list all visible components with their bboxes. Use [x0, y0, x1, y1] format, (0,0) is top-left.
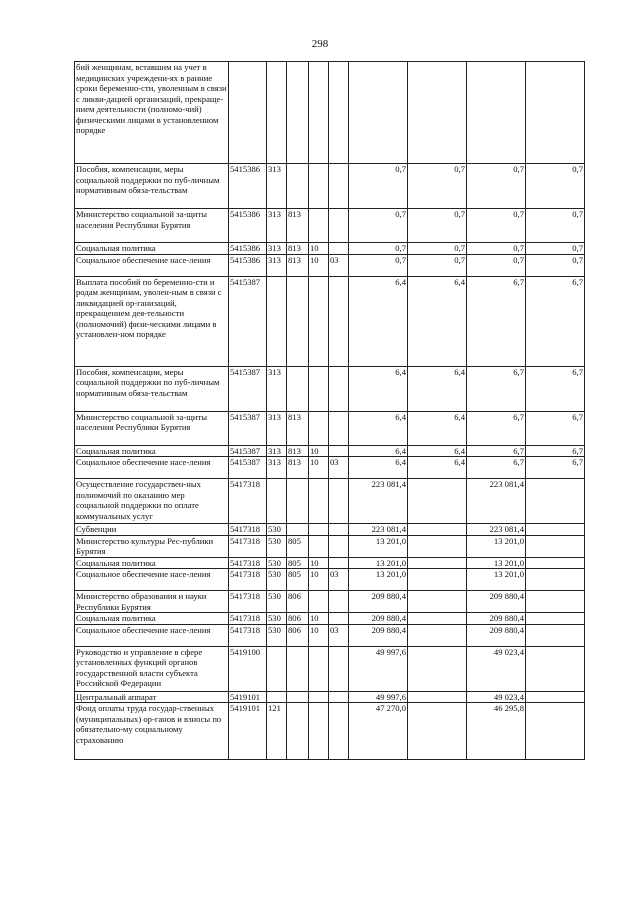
amount-cell-4 [526, 646, 585, 691]
amount-cell-3: 0,7 [467, 164, 526, 209]
section-code-cell: 10 [309, 445, 329, 457]
target-article-code-cell: 5415386 [229, 254, 267, 276]
table-row [75, 366, 585, 411]
amount-cell-3: 13 201,0 [467, 569, 526, 591]
row-name-cell: Министерство социальной за-щиты населения Республики Бурятия [75, 411, 229, 445]
amount-cell-3: 6,7 [467, 445, 526, 457]
amount-cell-4 [526, 703, 585, 760]
amount-cell-4 [526, 613, 585, 625]
ministry-code-cell: 813 [287, 457, 309, 479]
table-row [75, 646, 585, 691]
row-name-cell: Министерство культуры Рес-публики Бурятия [75, 535, 229, 557]
amount-cell-1: 6,4 [349, 411, 408, 445]
table-row [75, 276, 585, 366]
amount-cell-4 [526, 524, 585, 536]
amount-cell-1: 0,7 [349, 254, 408, 276]
target-article-code-cell: 5417318 [229, 624, 267, 646]
section-code-cell: 10 [309, 613, 329, 625]
amount-cell-2: 6,4 [408, 366, 467, 411]
expense-type-code-cell: 313 [267, 411, 287, 445]
expense-type-code-cell: 313 [267, 243, 287, 255]
expense-type-code-cell: 530 [267, 624, 287, 646]
section-code-cell [309, 479, 329, 524]
section-code-cell [309, 591, 329, 613]
table-row [75, 703, 585, 760]
row-name-cell: Пособия, компенсации, меры социальной поддержки по пуб-личным нормативным обяза-тельствам [75, 164, 229, 209]
amount-cell-1: 49 997,6 [349, 691, 408, 703]
amount-cell-2 [408, 691, 467, 703]
amount-cell-3: 209 880,4 [467, 591, 526, 613]
amount-cell-3: 223 081,4 [467, 524, 526, 536]
subsection-code-cell [329, 646, 349, 691]
ministry-code-cell: 806 [287, 613, 309, 625]
expense-type-code-cell [267, 276, 287, 366]
expense-type-code-cell: 121 [267, 703, 287, 760]
subsection-code-cell: 03 [329, 457, 349, 479]
amount-cell-2 [408, 624, 467, 646]
target-article-code-cell: 5415387 [229, 411, 267, 445]
section-code-cell: 10 [309, 457, 329, 479]
amount-cell-1: 0,7 [349, 243, 408, 255]
target-article-code-cell: 5415387 [229, 457, 267, 479]
amount-cell-1: 209 880,4 [349, 613, 408, 625]
table-row [75, 524, 585, 536]
section-code-cell [309, 164, 329, 209]
amount-cell-1: 6,4 [349, 457, 408, 479]
amount-cell-3: 0,7 [467, 209, 526, 243]
ministry-code-cell: 805 [287, 569, 309, 591]
section-code-cell: 10 [309, 243, 329, 255]
subsection-code-cell [329, 62, 349, 164]
subsection-code-cell [329, 209, 349, 243]
amount-cell-4 [526, 479, 585, 524]
table-row [75, 613, 585, 625]
amount-cell-4: 6,7 [526, 366, 585, 411]
subsection-code-cell: 03 [329, 569, 349, 591]
ministry-code-cell [287, 691, 309, 703]
amount-cell-1: 6,4 [349, 445, 408, 457]
amount-cell-2: 6,4 [408, 457, 467, 479]
subsection-code-cell [329, 557, 349, 569]
expense-type-code-cell [267, 691, 287, 703]
ministry-code-cell: 805 [287, 557, 309, 569]
amount-cell-2 [408, 703, 467, 760]
table-row [75, 445, 585, 457]
amount-cell-4 [526, 62, 585, 164]
subsection-code-cell [329, 691, 349, 703]
table-row [75, 624, 585, 646]
amount-cell-1: 0,7 [349, 209, 408, 243]
section-code-cell [309, 411, 329, 445]
expense-type-code-cell: 530 [267, 613, 287, 625]
ministry-code-cell [287, 524, 309, 536]
ministry-code-cell [287, 62, 309, 164]
section-code-cell [309, 276, 329, 366]
amount-cell-3: 49 023,4 [467, 691, 526, 703]
amount-cell-4 [526, 691, 585, 703]
ministry-code-cell: 805 [287, 535, 309, 557]
amount-cell-1: 47 270,0 [349, 703, 408, 760]
amount-cell-4: 0,7 [526, 209, 585, 243]
amount-cell-3 [467, 62, 526, 164]
amount-cell-2: 6,4 [408, 276, 467, 366]
row-name-cell: Социальная политика [75, 243, 229, 255]
amount-cell-4: 0,7 [526, 164, 585, 209]
amount-cell-2 [408, 535, 467, 557]
ministry-code-cell [287, 164, 309, 209]
row-name-cell: Социальное обеспечение насе-ления [75, 624, 229, 646]
amount-cell-4: 6,7 [526, 445, 585, 457]
ministry-code-cell: 813 [287, 411, 309, 445]
amount-cell-1: 209 880,4 [349, 624, 408, 646]
row-name-cell: Министерство социальной за-щиты населения Республики Бурятия [75, 209, 229, 243]
row-name-cell: Социальное обеспечение насе-ления [75, 254, 229, 276]
amount-cell-3: 6,7 [467, 276, 526, 366]
table-row [75, 457, 585, 479]
row-name-cell: Пособия, компенсации, меры социальной поддержки по пуб-личным нормативным обяза-тельствам [75, 366, 229, 411]
amount-cell-1: 13 201,0 [349, 557, 408, 569]
amount-cell-4 [526, 591, 585, 613]
amount-cell-3: 209 880,4 [467, 624, 526, 646]
table-row [75, 164, 585, 209]
amount-cell-2: 6,4 [408, 445, 467, 457]
amount-cell-3: 223 081,4 [467, 479, 526, 524]
subsection-code-cell [329, 411, 349, 445]
ministry-code-cell [287, 646, 309, 691]
amount-cell-2: 0,7 [408, 209, 467, 243]
amount-cell-2: 0,7 [408, 164, 467, 209]
amount-cell-4 [526, 569, 585, 591]
amount-cell-1 [349, 62, 408, 164]
page-number: 298 [311, 38, 329, 50]
subsection-code-cell [329, 276, 349, 366]
section-code-cell [309, 62, 329, 164]
table-row [75, 243, 585, 255]
subsection-code-cell [329, 479, 349, 524]
expense-type-code-cell: 313 [267, 445, 287, 457]
expense-type-code-cell: 530 [267, 569, 287, 591]
amount-cell-2 [408, 613, 467, 625]
amount-cell-1: 6,4 [349, 366, 408, 411]
row-name-cell: Фонд оплаты труда государ-ственных (муниципальных) ор-ганов и взносы по обязательно-му социальному страхованию [75, 703, 229, 760]
amount-cell-1: 6,4 [349, 276, 408, 366]
subsection-code-cell [329, 613, 349, 625]
expense-type-code-cell: 530 [267, 591, 287, 613]
amount-cell-1: 223 081,4 [349, 524, 408, 536]
amount-cell-2: 6,4 [408, 411, 467, 445]
table-row [75, 691, 585, 703]
expense-type-code-cell: 530 [267, 535, 287, 557]
row-name-cell: Социальное обеспечение насе-ления [75, 457, 229, 479]
expense-type-code-cell: 313 [267, 457, 287, 479]
amount-cell-4 [526, 557, 585, 569]
section-code-cell: 10 [309, 557, 329, 569]
amount-cell-2 [408, 591, 467, 613]
table-row [75, 535, 585, 557]
amount-cell-4 [526, 535, 585, 557]
target-article-code-cell: 5415387 [229, 276, 267, 366]
table-row [75, 479, 585, 524]
section-code-cell [309, 366, 329, 411]
row-name-cell: Социальная политика [75, 613, 229, 625]
table-row [75, 557, 585, 569]
expense-type-code-cell: 530 [267, 557, 287, 569]
section-code-cell [309, 535, 329, 557]
row-name-cell: Социальная политика [75, 557, 229, 569]
amount-cell-1: 0,7 [349, 164, 408, 209]
subsection-code-cell [329, 524, 349, 536]
amount-cell-3: 0,7 [467, 243, 526, 255]
section-code-cell [309, 646, 329, 691]
amount-cell-3: 0,7 [467, 254, 526, 276]
table-row [75, 411, 585, 445]
target-article-code-cell: 5419101 [229, 703, 267, 760]
ministry-code-cell [287, 276, 309, 366]
target-article-code-cell: 5419101 [229, 691, 267, 703]
amount-cell-4: 6,7 [526, 276, 585, 366]
subsection-code-cell [329, 445, 349, 457]
row-name-cell: Социальная политика [75, 445, 229, 457]
expense-type-code-cell: 313 [267, 366, 287, 411]
row-name-cell: Осуществление государствен-ных полномочий по оказанию мер социальной поддержки по оплате коммунальных услуг [75, 479, 229, 524]
target-article-code-cell: 5419100 [229, 646, 267, 691]
expense-type-code-cell: 313 [267, 164, 287, 209]
amount-cell-3: 13 201,0 [467, 557, 526, 569]
ministry-code-cell [287, 703, 309, 760]
ministry-code-cell: 813 [287, 445, 309, 457]
subsection-code-cell [329, 535, 349, 557]
expense-type-code-cell [267, 646, 287, 691]
amount-cell-1: 13 201,0 [349, 569, 408, 591]
expense-type-code-cell [267, 479, 287, 524]
subsection-code-cell [329, 703, 349, 760]
row-name-cell: Министерство образования и науки Республики Бурятия [75, 591, 229, 613]
amount-cell-3: 6,7 [467, 411, 526, 445]
amount-cell-3: 13 201,0 [467, 535, 526, 557]
amount-cell-2: 0,7 [408, 243, 467, 255]
amount-cell-3: 6,7 [467, 457, 526, 479]
amount-cell-1: 223 081,4 [349, 479, 408, 524]
table-row [75, 254, 585, 276]
table-row [75, 591, 585, 613]
target-article-code-cell: 5415387 [229, 366, 267, 411]
table-row [75, 209, 585, 243]
amount-cell-2 [408, 62, 467, 164]
section-code-cell: 10 [309, 569, 329, 591]
expense-type-code-cell: 313 [267, 254, 287, 276]
section-code-cell [309, 524, 329, 536]
row-name-cell: Руководство и управление в сфере установленных функций органов государственной власти субъекта Российской Федерации [75, 646, 229, 691]
amount-cell-3: 6,7 [467, 366, 526, 411]
section-code-cell [309, 691, 329, 703]
amount-cell-4: 0,7 [526, 254, 585, 276]
amount-cell-1: 209 880,4 [349, 591, 408, 613]
amount-cell-2: 0,7 [408, 254, 467, 276]
target-article-code-cell: 5417318 [229, 557, 267, 569]
expense-type-code-cell [267, 62, 287, 164]
target-article-code-cell: 5417318 [229, 591, 267, 613]
ministry-code-cell: 806 [287, 624, 309, 646]
budget-table [74, 61, 585, 760]
amount-cell-3: 49 023,4 [467, 646, 526, 691]
target-article-code-cell: 5417318 [229, 535, 267, 557]
amount-cell-3: 46 295,8 [467, 703, 526, 760]
subsection-code-cell [329, 164, 349, 209]
target-article-code-cell: 5415386 [229, 243, 267, 255]
target-article-code-cell [229, 62, 267, 164]
table-row [75, 569, 585, 591]
target-article-code-cell: 5417318 [229, 569, 267, 591]
subsection-code-cell [329, 243, 349, 255]
target-article-code-cell: 5415386 [229, 164, 267, 209]
amount-cell-4: 0,7 [526, 243, 585, 255]
section-code-cell: 10 [309, 624, 329, 646]
subsection-code-cell [329, 591, 349, 613]
target-article-code-cell: 5417318 [229, 613, 267, 625]
section-code-cell [309, 209, 329, 243]
amount-cell-4 [526, 624, 585, 646]
expense-type-code-cell: 530 [267, 524, 287, 536]
ministry-code-cell: 813 [287, 243, 309, 255]
amount-cell-2 [408, 557, 467, 569]
subsection-code-cell: 03 [329, 254, 349, 276]
target-article-code-cell: 5417318 [229, 479, 267, 524]
row-name-cell: Центральный аппарат [75, 691, 229, 703]
table-body [75, 62, 585, 760]
ministry-code-cell: 806 [287, 591, 309, 613]
ministry-code-cell: 813 [287, 254, 309, 276]
ministry-code-cell [287, 479, 309, 524]
row-name-cell: Выплата пособий по беременно-сти и родам женщинам, уволен-ным в связи с ликвидацией ор-ганизаций, прекращением дея-тельности (полномочий) физи-ческими лицами в установлен-ном порядке [75, 276, 229, 366]
amount-cell-1: 49 997,6 [349, 646, 408, 691]
amount-cell-2 [408, 646, 467, 691]
target-article-code-cell: 5415387 [229, 445, 267, 457]
expense-type-code-cell: 313 [267, 209, 287, 243]
row-name-cell: бий женщинам, вставшим на учет в медицинских учреждени-ях в ранние сроки беременно-сти, уволенным в связи с ликви-дацией организаций, прекраще-нием деятельности (полномо-чий) физическими лицами в установленном порядке [75, 62, 229, 164]
row-name-cell: Субвенции [75, 524, 229, 536]
ministry-code-cell: 813 [287, 209, 309, 243]
target-article-code-cell: 5417318 [229, 524, 267, 536]
target-article-code-cell: 5415386 [229, 209, 267, 243]
amount-cell-4: 6,7 [526, 457, 585, 479]
subsection-code-cell: 03 [329, 624, 349, 646]
table-row [75, 62, 585, 164]
section-code-cell: 10 [309, 254, 329, 276]
row-name-cell: Социальное обеспечение насе-ления [75, 569, 229, 591]
amount-cell-1: 13 201,0 [349, 535, 408, 557]
subsection-code-cell [329, 366, 349, 411]
amount-cell-2 [408, 524, 467, 536]
amount-cell-2 [408, 479, 467, 524]
amount-cell-3: 209 880,4 [467, 613, 526, 625]
amount-cell-4: 6,7 [526, 411, 585, 445]
amount-cell-2 [408, 569, 467, 591]
section-code-cell [309, 703, 329, 760]
ministry-code-cell [287, 366, 309, 411]
